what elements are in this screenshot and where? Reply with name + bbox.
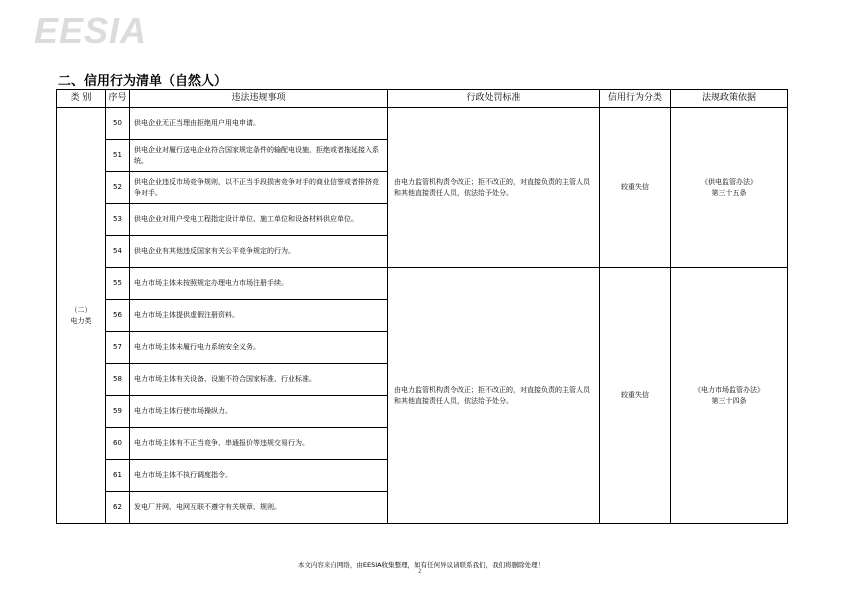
row-number: 57 (106, 332, 130, 364)
violation-item: 供电企业违反市场竞争规则，以不正当手段损害竞争对手的商业信誉或者排挤竞争对手。 (130, 172, 388, 204)
row-number: 59 (106, 396, 130, 428)
row-number: 58 (106, 364, 130, 396)
category-line2: 电力类 (70, 316, 92, 325)
header-basis: 法规政策依据 (671, 90, 788, 108)
header-penalty: 行政处罚标准 (388, 90, 600, 108)
violation-item: 电力市场主体提供虚假注册资料。 (130, 300, 388, 332)
violation-item: 电力市场主体未履行电力系统安全义务。 (130, 332, 388, 364)
violation-item: 供电企业对履行送电企业符合国家规定条件的输配电设施，拒绝或者拖延接入系统。 (130, 140, 388, 172)
row-number: 62 (106, 492, 130, 524)
basis-line2: 第三十五条 (711, 188, 747, 197)
violation-item: 电力市场主体未按照规定办理电力市场注册手续。 (130, 268, 388, 300)
penalty-standard: 由电力监管机构责令改正；拒不改正的，对直接负责的主管人员和其他直接责任人员，依法给予处分。 (388, 108, 600, 268)
section-title: 二、信用行为清单（自然人） (58, 74, 228, 89)
violation-item: 电力市场主体行使市场操纵力。 (130, 396, 388, 428)
row-number: 51 (106, 140, 130, 172)
row-number: 53 (106, 204, 130, 236)
row-number: 56 (106, 300, 130, 332)
row-number: 60 (106, 428, 130, 460)
violation-item: 供电企业有其他违反国家有关公平竞争规定的行为。 (130, 236, 388, 268)
penalty-standard: 由电力监管机构责令改正；拒不改正的，对直接负责的主管人员和其他直接责任人员，依法给予处分。 (388, 268, 600, 524)
page-number: 2 (418, 568, 422, 575)
credit-behavior-table (56, 89, 788, 524)
row-number: 54 (106, 236, 130, 268)
violation-item: 发电厂并网、电网互联不遵守有关规章、规则。 (130, 492, 388, 524)
table-row (57, 108, 788, 140)
violation-item: 供电企业无正当理由拒绝用户用电申请。 (130, 108, 388, 140)
row-number: 50 (106, 108, 130, 140)
credit-classification: 较重失信 (600, 108, 671, 268)
basis-line1: 《供电监管办法》 (701, 177, 757, 186)
credit-classification: 较重失信 (600, 268, 671, 524)
eesia-logo: EESIA (34, 10, 148, 51)
header-violation: 违法违规事项 (130, 90, 388, 108)
row-number: 55 (106, 268, 130, 300)
row-number: 52 (106, 172, 130, 204)
header-number: 序号 (106, 90, 130, 108)
footer-disclaimer: 本文内容来自网络，由EESIA收集整理，如有任何异议请联系我们，我们将删除处理！ (297, 561, 545, 569)
violation-item: 电力市场主体有关设备、设施不符合国家标准、行业标准。 (130, 364, 388, 396)
violation-item: 电力市场主体有不正当竞争、串通报价等违规交易行为。 (130, 428, 388, 460)
header-classification: 信用行为分类 (600, 90, 671, 108)
violation-item: 电力市场主体不执行调度指令。 (130, 460, 388, 492)
table-header-row (57, 90, 788, 108)
basis-line2: 第三十四条 (711, 396, 747, 405)
violation-item: 供电企业对用户受电工程指定设计单位、施工单位和设备材料供应单位。 (130, 204, 388, 236)
policy-basis (671, 268, 788, 524)
category-cell (57, 108, 106, 524)
header-category: 类 别 (57, 90, 106, 108)
row-number: 61 (106, 460, 130, 492)
basis-line1: 《电力市场监管办法》 (694, 385, 764, 394)
table-row (57, 268, 788, 300)
policy-basis (671, 108, 788, 268)
category-line1: （二） (70, 305, 92, 314)
